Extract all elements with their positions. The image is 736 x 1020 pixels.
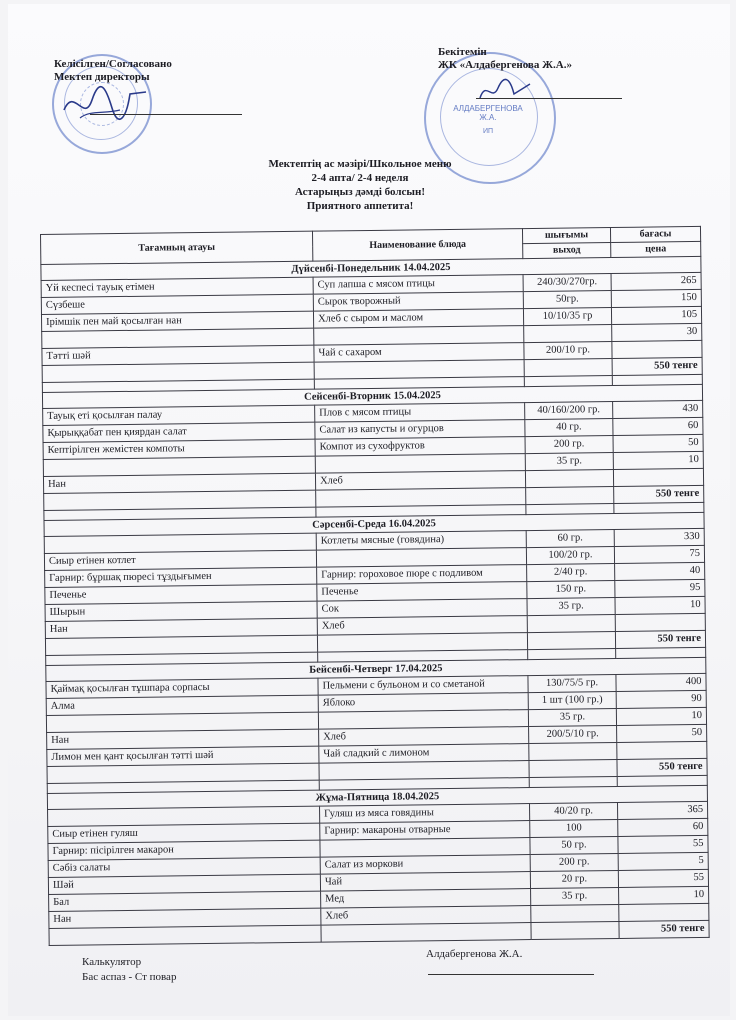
dish-name-kz: Лимон мен қант қосылған тәтті шәй <box>47 746 319 766</box>
header-name-ru: Наименование блюда <box>312 229 522 262</box>
dish-price: 430 <box>613 400 703 418</box>
dish-name-ru: Хлеб <box>321 906 531 926</box>
dish-name-ru: Суп лапша с мясом птицы <box>313 275 523 295</box>
dish-name-ru: Салат из капусты и огурцов <box>315 420 525 440</box>
dish-price: 400 <box>616 673 706 691</box>
dish-name-ru: Печенье <box>317 582 527 602</box>
dish-price: 60 <box>618 818 708 836</box>
dish-name-ru: Чай с сахаром <box>314 343 524 363</box>
approval-right <box>438 46 572 72</box>
dish-name-ru: Чай сладкий с лимоном <box>319 744 529 764</box>
menu-title <box>200 157 520 213</box>
dish-price: 150 <box>611 289 701 307</box>
dish-output: 100/20 гр. <box>526 547 614 565</box>
dish-name-kz: Сиыр етінен котлет <box>44 550 316 570</box>
dish-price <box>619 903 709 921</box>
dish-price <box>612 340 702 358</box>
stamp-name: АЛДАБЕРГЕНОВА Ж.А. <box>453 104 523 122</box>
footer-left <box>82 955 176 985</box>
header-price-ru: цена <box>611 241 701 257</box>
dish-name-kz: Бал <box>49 891 321 911</box>
dish-name-kz: Гарнир: бұршақ пюресі тұздығымен <box>45 567 317 587</box>
dish-output: 40/160/200 гр. <box>525 402 613 420</box>
dish-output: 35 гр. <box>528 708 616 726</box>
dish-price <box>615 613 705 631</box>
dish-name-kz: Тәтті шәй <box>42 345 314 365</box>
dish-output: 1 шт (100 гр.) <box>528 691 616 709</box>
header-price-kz: бағасы <box>610 226 700 242</box>
day-total: 550 тенге <box>619 920 709 938</box>
dish-name-ru: Хлеб <box>315 471 525 491</box>
day-title: Сейсенбі-Вторник 15.04.2025 <box>42 384 702 408</box>
dish-output: 50 гр. <box>530 836 618 854</box>
dish-output: 35 гр. <box>527 598 615 616</box>
dish-name-ru: Хлеб <box>317 616 527 636</box>
dish-output: 35 гр. <box>525 453 613 471</box>
dish-price: 75 <box>614 545 704 563</box>
dish-output: 40/20 гр. <box>529 802 617 820</box>
dish-name-kz: Қаймақ қосылған тұшпара сорпасы <box>46 678 318 698</box>
stamp-code: ИП <box>482 128 494 135</box>
dish-name-ru: Сок <box>317 599 527 619</box>
approval-left-line1: Келісілген/Согласовано <box>54 58 172 70</box>
approval-left-line2: Мектеп директоры <box>54 71 150 83</box>
dish-output <box>531 904 619 922</box>
dish-output: 200/5/10 гр. <box>529 725 617 743</box>
footer-signature-line <box>428 974 594 975</box>
dish-name-ru: Компот из сухофруктов <box>315 437 525 457</box>
dish-output <box>525 470 613 488</box>
dish-output <box>527 615 615 633</box>
total-empty-3 <box>527 632 615 650</box>
dish-price: 55 <box>618 835 708 853</box>
dish-name-ru: Гарнир: гороховое пюре с подливом <box>317 565 527 585</box>
dish-name-ru: Гарнир: макароны отварные <box>320 821 530 841</box>
dish-output: 35 гр. <box>531 887 619 905</box>
dish-price: 55 <box>618 869 708 887</box>
dish-name-kz: Нан <box>47 729 319 749</box>
approval-right-line1: Бекітемін <box>438 46 487 58</box>
dish-output: 200/10 гр. <box>524 342 612 360</box>
dish-name-ru: Плов с мясом птицы <box>315 403 525 423</box>
title-line2: 2-4 апта/ 2-4 неделя <box>311 172 409 184</box>
dish-price: 30 <box>612 323 702 341</box>
dish-name-kz: Сәбіз салаты <box>48 857 320 877</box>
dish-name-ru: Мед <box>321 889 531 909</box>
title-line4: Приятного аппетита! <box>306 200 414 212</box>
approval-right-line2: ЖК «Алдабергенова Ж.А.» <box>438 59 572 71</box>
header-name-kz: Тағамның атауы <box>41 231 313 264</box>
dish-output: 100 <box>530 819 618 837</box>
dish-name-ru: Салат из моркови <box>320 855 530 875</box>
dish-price: 10 <box>615 596 705 614</box>
dish-output: 20 гр. <box>530 870 618 888</box>
approver-signature <box>476 76 536 106</box>
total-empty-2 <box>321 923 531 943</box>
dish-name-ru: Пельмени с бульоном и со сметаной <box>318 676 528 696</box>
dish-name-kz: Печенье <box>45 584 317 604</box>
total-empty-3 <box>531 921 619 939</box>
footer-chef: Бас аспаз - Ст повар <box>82 971 177 983</box>
dish-output: 40 гр. <box>525 419 613 437</box>
dish-name-kz: Қырыққабат пен қиярдан салат <box>43 422 315 442</box>
total-empty-1 <box>49 925 321 945</box>
menu-table <box>40 226 710 946</box>
header-output-kz: шығымы <box>522 228 610 244</box>
dish-output <box>529 742 617 760</box>
dish-output: 10/10/35 гр <box>523 308 611 326</box>
dish-name-kz: Тауық еті қосылған палау <box>43 405 315 425</box>
day-total: 550 тенге <box>615 630 705 648</box>
day-total: 550 тенге <box>614 485 704 503</box>
footer-calculator: Калькулятор <box>82 956 142 968</box>
dish-name-kz: Шырын <box>45 601 317 621</box>
dish-name-kz: Сиыр етінен гуляш <box>48 823 320 843</box>
day-title: Сәрсенбі-Среда 16.04.2025 <box>44 512 704 536</box>
dish-output <box>524 325 612 343</box>
dish-name-kz: Үй кеспесі тауық етімен <box>41 277 313 297</box>
dish-name-ru: Гуляш из мяса говядины <box>320 804 530 824</box>
day-title: Бейсенбі-Четверг 17.04.2025 <box>46 657 706 681</box>
dish-price <box>613 468 703 486</box>
dish-price: 50 <box>617 724 707 742</box>
dish-price: 50 <box>613 434 703 452</box>
director-signature <box>60 80 150 130</box>
dish-output: 240/30/270гр. <box>523 274 611 292</box>
dish-name-kz: Гарнир: пісірілген макарон <box>48 840 320 860</box>
dish-name-kz: Нан <box>49 908 321 928</box>
dish-price: 90 <box>616 690 706 708</box>
dish-name-kz: Алма <box>46 695 318 715</box>
signature-line-left <box>90 114 242 115</box>
dish-price: 265 <box>611 272 701 290</box>
dish-name-kz: Кептірілген жемістен компоты <box>43 439 315 459</box>
total-empty-3 <box>526 487 614 505</box>
approval-left <box>54 58 172 84</box>
title-line1: Мектептің ас мәзірі/Школьное меню <box>268 158 452 170</box>
dish-output: 200 гр. <box>525 436 613 454</box>
dish-price: 365 <box>617 801 707 819</box>
menu-body <box>41 256 709 945</box>
day-total: 550 тенге <box>612 357 702 375</box>
dish-price: 105 <box>611 306 701 324</box>
dish-price: 10 <box>613 451 703 469</box>
dish-name-ru: Котлеты мясные (говядина) <box>316 531 526 551</box>
dish-name-kz: Нан <box>45 618 317 638</box>
day-total: 550 тенге <box>617 758 707 776</box>
dish-name-kz: Сүзбеше <box>41 294 313 314</box>
dish-name-ru: Хлеб <box>319 727 529 747</box>
dish-output: 150 гр. <box>527 581 615 599</box>
dish-price: 10 <box>619 886 709 904</box>
dish-name-ru: Яблоко <box>318 693 528 713</box>
dish-price: 60 <box>613 417 703 435</box>
dish-output: 130/75/5 гр. <box>528 674 616 692</box>
total-empty-3 <box>529 759 617 777</box>
dish-price: 40 <box>615 562 705 580</box>
day-title: Жұма-Пятница 18.04.2025 <box>47 785 707 809</box>
dish-price: 10 <box>616 707 706 725</box>
dish-output: 50гр. <box>523 291 611 309</box>
title-line3: Астарыңыз дәмді болсын! <box>294 186 426 198</box>
dish-output: 200 гр. <box>530 853 618 871</box>
total-empty-3 <box>524 359 612 377</box>
dish-price: 5 <box>618 852 708 870</box>
dish-output: 2/40 гр. <box>527 564 615 582</box>
footer-signer-name: Алдабергенова Ж.А. <box>426 948 523 960</box>
dish-name-ru: Чай <box>320 872 530 892</box>
dish-price <box>617 741 707 759</box>
signature-line-right <box>476 98 622 99</box>
header-output-ru: выход <box>523 243 611 259</box>
dish-name-ru: Хлеб с сыром и маслом <box>313 309 523 329</box>
dish-name-kz: Шәй <box>48 874 320 894</box>
day-title: Дүйсенбі-Понедельник 14.04.2025 <box>41 256 701 280</box>
dish-name-ru: Сырок творожный <box>313 292 523 312</box>
dish-price: 95 <box>615 579 705 597</box>
dish-name-kz: Ірімшік пен май қосылған нан <box>41 311 313 331</box>
dish-output: 60 гр. <box>526 530 614 548</box>
dish-price: 330 <box>614 528 704 546</box>
dish-name-kz: Нан <box>43 473 315 493</box>
